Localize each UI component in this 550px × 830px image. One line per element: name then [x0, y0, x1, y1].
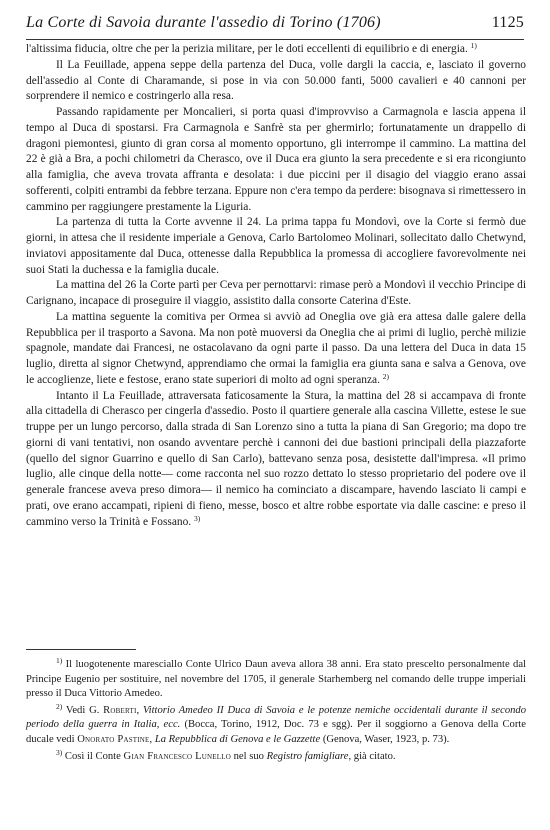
paragraph-4: La partenza di tutta la Corte avvenne il 24. La prima tappa fu Mondovì, ove la Corte si fermò due giorni, in attesa che il residente imperiale a Genova, Carlo Bartolomeo Molinari, sollecitato dallo Chetwynd, inviatovi appositamente dal Duca, ottenesse dalla Repubblica la promessa di accogliere favorevolmente nei suoi Stati la duchessa e la famiglia ducale.: [26, 216, 526, 276]
running-title: La Corte di Savoia durante l'assedio di Torino (1706): [26, 14, 381, 31]
header-rule: [26, 39, 524, 40]
cited-author: Onorato Pastine: [77, 733, 150, 745]
cited-author: Roberti: [103, 704, 137, 716]
cited-work: La Repubblica di Genova e le Gazzette: [154, 733, 321, 745]
footnote-ref-1[interactable]: 1): [470, 41, 477, 50]
cited-work: Vittorio Amedeo II Duca di Savoia e le potenze nemiche occidentali durante il secondo periodo della guerra in Italia, ecc.: [26, 704, 527, 731]
cited-author: Gian Francesco Lunello: [123, 750, 231, 762]
footnote-1: $^{1)}$ Il luogotenente maresciallo Conte Ulrico Daun aveva allora 38 anni. Era stato prescelto personalmente dal Principe Eugenio per sostituire, nel novembre del 1705, il generale Starhemberg nel comando delle truppe imperiali presso il Duca Vittorio Amedeo.: [26, 656, 526, 700]
footnote-ref-2[interactable]: 2): [382, 371, 390, 381]
paragraph-5: La mattina del 26 la Corte partì per Ceva per pernottarvi: rimase però a Mondovì il vecchio Principe di Carignano, incapace di proseguire il viaggio, assistito dalla consorte Caterina d'Este.: [26, 279, 526, 307]
footnote-3: $^{3)}$ Così il Conte Gian Francesco Lunello nel suo Registro famigliare, già citato.: [56, 747, 396, 762]
footnote-separator: [26, 649, 136, 650]
body-text: [26, 42, 526, 530]
paragraph-7: Intanto il La Feuillade, attraversata faticosamente la Stura, la mattina del 28 si accampava di fronte alla cittadella di Cherasco per cingerla d'assedio. Posto il quartiere generale alla cascina Villette, estese le sue truppe per un lungo percorso, dalla strada di San Lorenzo sino a tutta la piana di San Gregorio; ma dopo tre giorni di vani tentativi, non osando avventare perchè i cannoni dei due bastioni principali della piazzaforte (quello del signor Guarrino e quello di San Carlo), battevano senza posa, desistette dall'impresa. «Il primo luglio, alle cinque della notte— come racconta nel suo rozzo dettato lo stesso proprietario del podere ove il generale francese aveva preso dimora— il nemico ha cominciato a discampare, havendo lasciato li campi e prati, ove erano accampati, ripieni di fieno, messe, bosco et altre robbe esportate via dalle cascine: e preso il cammino verso la Trinità e Fossano. $^{3)}$: [26, 389, 526, 528]
running-header: [26, 14, 524, 32]
footnotes: [26, 658, 526, 766]
cited-work: Registro famigliare: [266, 750, 349, 762]
footnote-ref-3[interactable]: 3): [194, 513, 201, 523]
footnote-2: $^{2)}$ Vedi G. Roberti, Vittorio Amedeo II Duca di Savoia e le potenze nemiche occidentali durante il secondo periodo della guerra in Italia, ecc. (Bocca, Torino, 1912, Doc. 73 e sgg). Per il soggiorno a Genova della Corte ducale vedi Onorato Pastine, La Repubblica di Genova e le Gazzette (Genova, Waser, 1923, p. 73).: [26, 701, 527, 745]
paragraph-6: La mattina seguente la comitiva per Ormea si avviò ad Oneglia ove già era attesa dalle galere della Repubblica per il trasporto a Savona. Ma non potè muoversi da Oneglia che ai primi di luglio, perchè milizie spagnole, mandate dai Francesi, ne ostacolavano da ogni parte il passo. Da una lettera del Duca in data 15 luglio, diretta al signor Chetwynd, apprendiamo che ormai la famiglia era giunta sana e salva a Genova, ove le accoglienze, liete e festose, erano state superiori di molto ad ogni speranza. $^{2)}$: [26, 310, 526, 386]
paragraph-3: Passando rapidamente per Moncalieri, si porta quasi d'improvviso a Carmagnola e lascia appena il tempo al Duca di spostarsi. Fra Carmagnola e Sanfrè sta per ghermirlo; fortunatamente un drappello di dragoni piemontesi, giunto di gran corsa al momento opportuno, gli interrompe il cammino. La mattina del 22 è già a Bra, a pochi chilometri da Cherasco, ove il Duca era giunto la sera precedente e si era ricongiunto alla famiglia, che aveva trovata affranta e desolata: i due piccini per il disagio del viaggio erano assai sofferenti, colpiti entrambi da febbre terzana. Eppure non c'era tempo da perdere: bisognava si rimettessero in cammino per raggiungere prestamente la Liguria.: [26, 106, 526, 213]
paragraph-2: Il La Feuillade, appena seppe della partenza del Duca, volle dargli la caccia, e, lasciato il governo dell'assedio al Conte di Charamande, si pose in via con 50.000 fanti, 5000 cavalieri e 40 cannoni per sorprendere il nemico e costringerlo alla resa.: [26, 58, 526, 103]
page-number: 1125: [491, 14, 524, 31]
paragraph-1: l'altissima fiducia, oltre che per la perizia militare, per le doti eccellenti di equilibrio e di energia. $^{1)}$: [26, 41, 477, 55]
